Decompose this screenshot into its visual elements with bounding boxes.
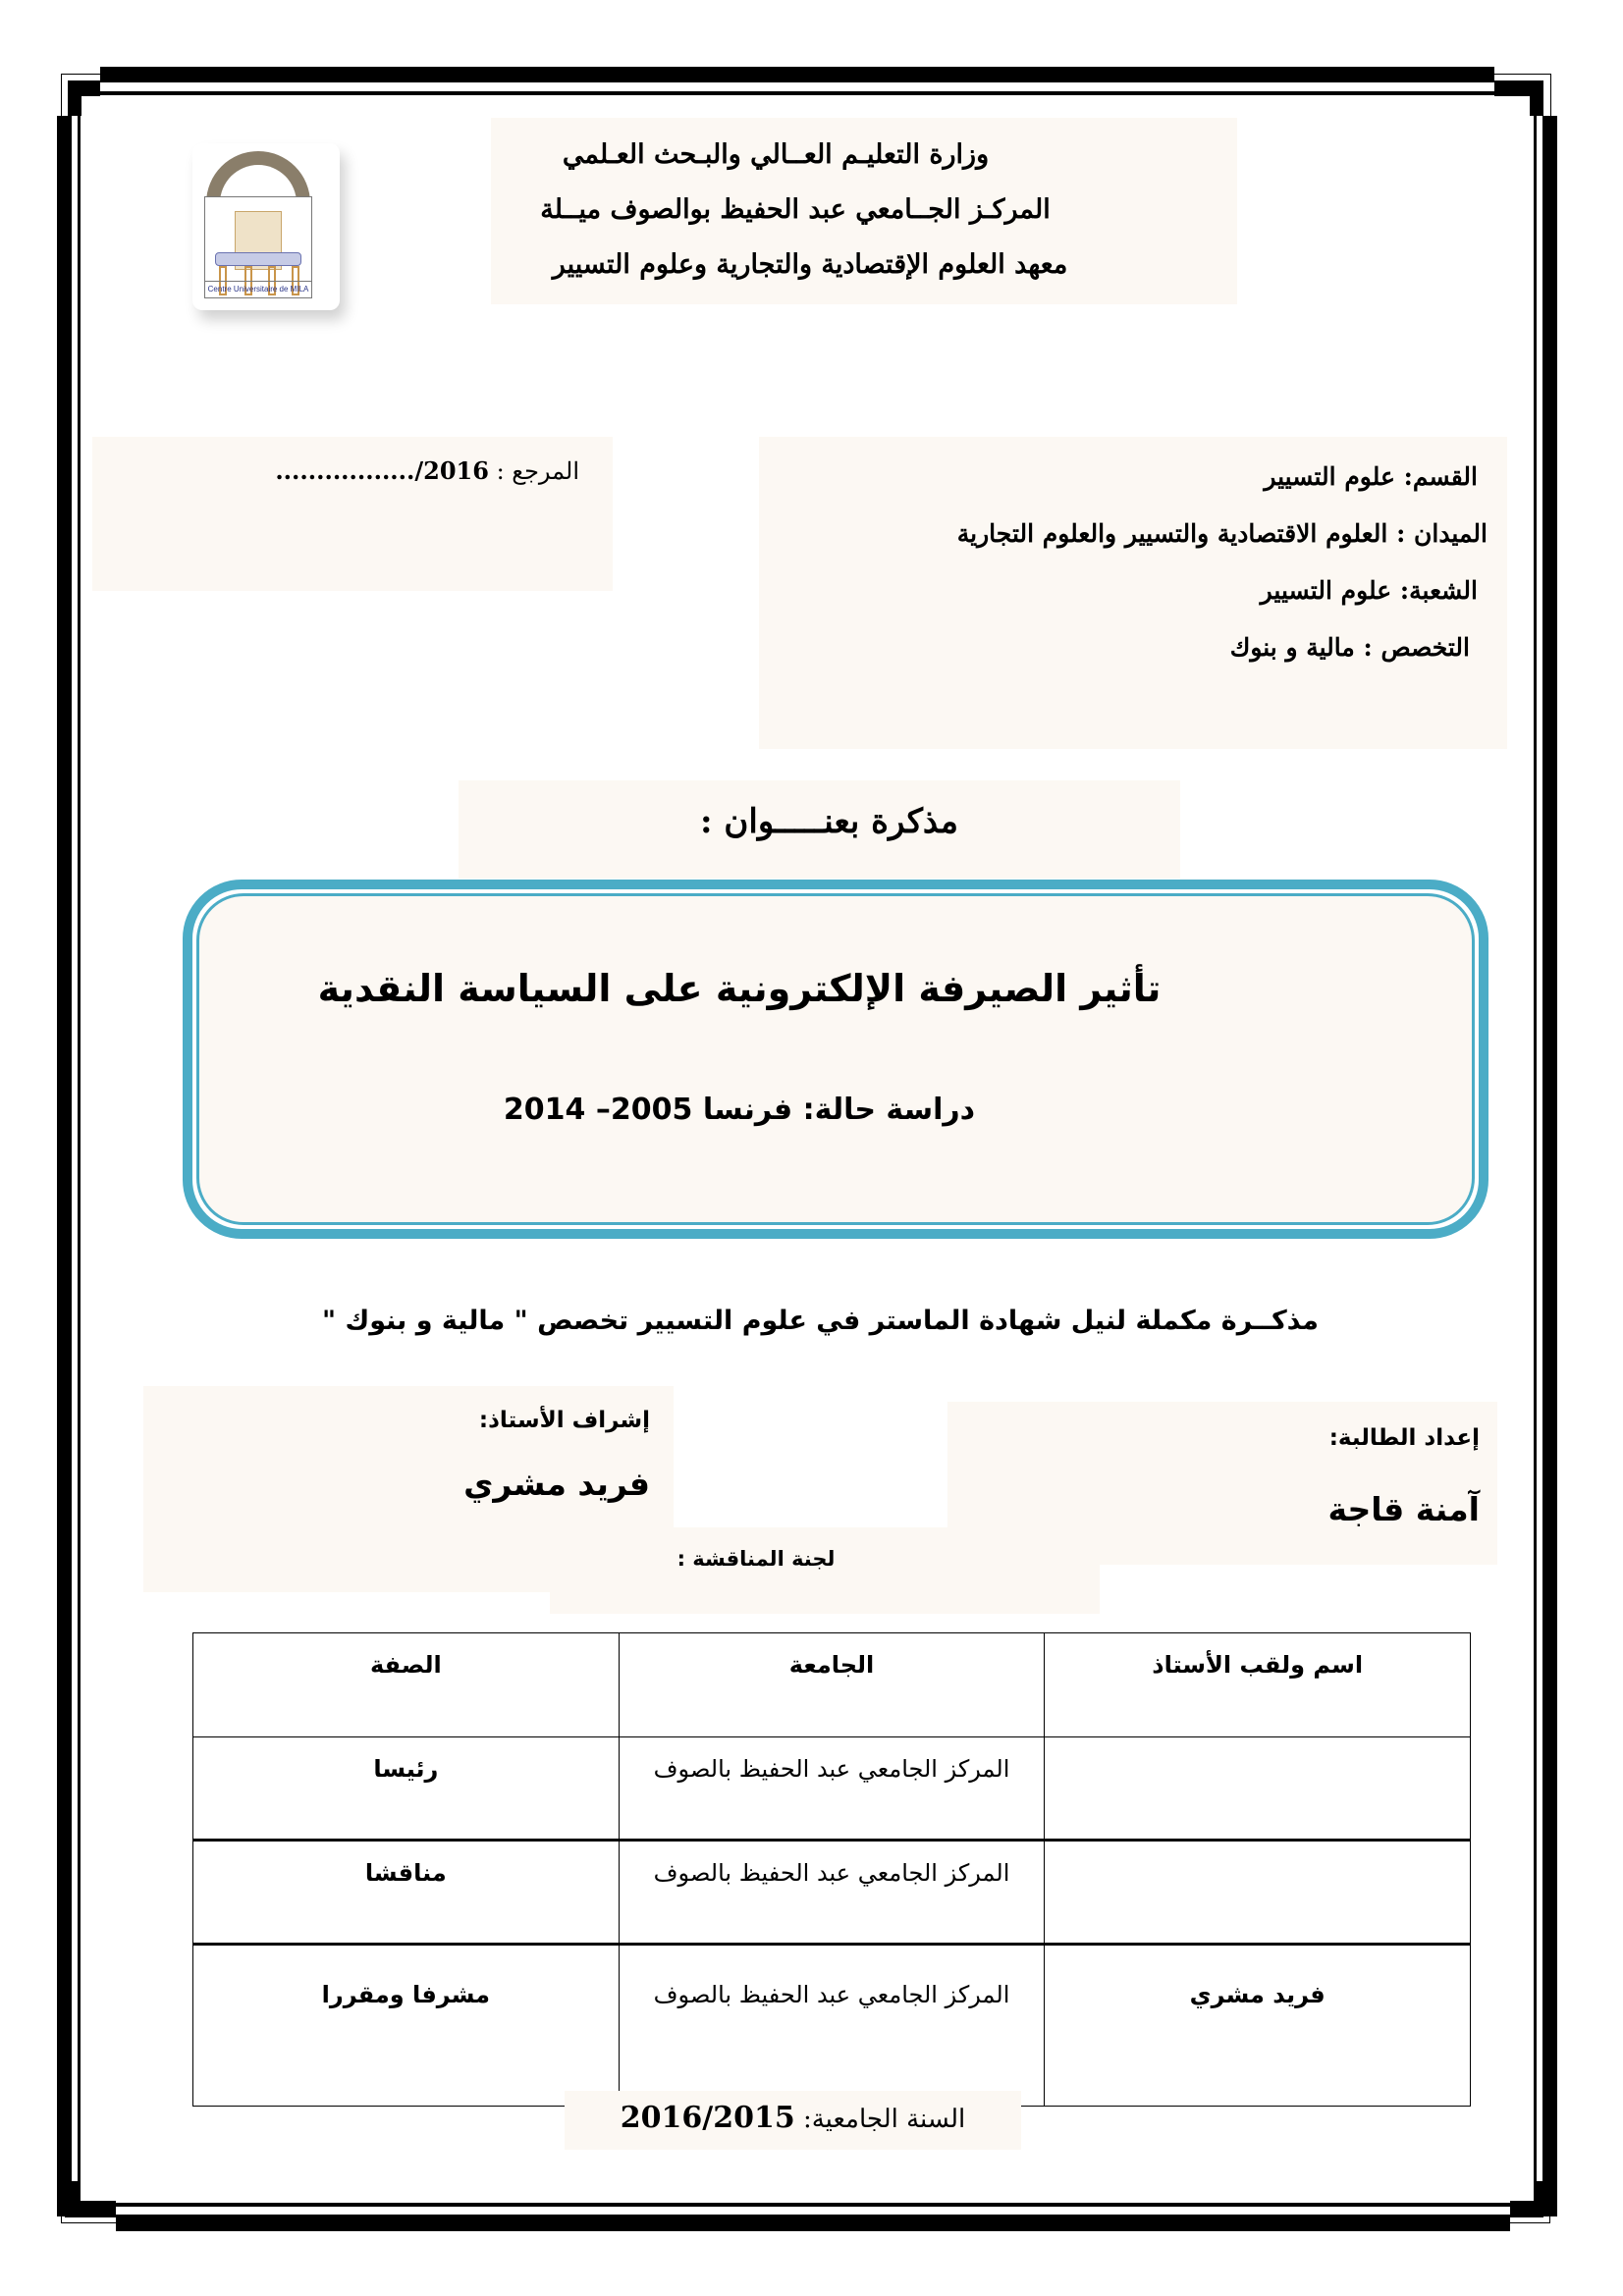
- member-university: المركز الجامعي عبد الحفيظ بالصوف: [619, 1945, 1045, 2107]
- reference-label: المرجع :: [496, 457, 579, 485]
- frame-corner-bottom-right-line: [1510, 2160, 1550, 2223]
- reference-line: [275, 456, 579, 485]
- department: القسم: علوم التسيير: [1264, 462, 1478, 491]
- page-frame-right-inner: [1534, 116, 1537, 2216]
- page-frame-bottom: [116, 2215, 1510, 2231]
- member-role: مشرفا ومقررا: [193, 1945, 620, 2107]
- reference-value: ................./2016: [275, 456, 489, 485]
- institute-name: معهد العلوم الإقتصادية والتجارية وعلوم التسيير: [552, 249, 1068, 280]
- thesis-purpose: مذكــرة مكملة لنيل شهادة الماستر في علوم التسيير تخصص " مالية و بنوك ": [322, 1306, 1319, 1336]
- committee-table: [192, 1632, 1471, 2107]
- member-role: مناقشا: [193, 1841, 620, 1945]
- member-name: [1045, 1737, 1471, 1841]
- column-header-name: اسم ولقب الأستاذ: [1045, 1633, 1471, 1737]
- university-logo: [192, 143, 340, 310]
- member-university: المركز الجامعي عبد الحفيظ بالصوف: [619, 1841, 1045, 1945]
- page-frame-top-inner: [100, 91, 1494, 95]
- case-study: دراسة حالة: فرنسا 2005– 2014: [503, 1093, 976, 1127]
- academic-year-block: [565, 2091, 1021, 2150]
- academic-year-value: 2016/2015: [620, 2101, 795, 2135]
- page-frame-left-inner: [78, 116, 81, 2216]
- header-block: [491, 118, 1237, 304]
- reference-block: [92, 437, 613, 591]
- committee-label-block: [550, 1527, 1100, 1614]
- member-name: فريد مشري: [1045, 1945, 1471, 2107]
- academic-year-label: السنة الجامعية:: [802, 2105, 966, 2134]
- specialty: التخصص : مالية و بنوك: [1229, 633, 1470, 662]
- logo-emblem: [204, 196, 312, 298]
- table-row: [193, 1841, 1471, 1945]
- page-frame-top: [100, 67, 1494, 82]
- committee-label: لجنة المناقشة :: [676, 1547, 836, 1571]
- page-frame-left: [57, 116, 72, 2216]
- table-row: [193, 1945, 1471, 2107]
- thesis-heading-block: [459, 780, 1180, 879]
- student-label: إعداد الطالبة:: [1328, 1425, 1480, 1451]
- frame-corner-top-right-line: [1494, 74, 1551, 116]
- column-header-university: الجامعة: [619, 1633, 1045, 1737]
- program-details: [759, 437, 1507, 749]
- branch: الشعبة: علوم التسيير: [1260, 576, 1478, 605]
- logo-book-icon: [215, 252, 301, 266]
- logo-caption: Centre Universitaire de MILA: [205, 281, 311, 297]
- column-header-role: الصفة: [193, 1633, 620, 1737]
- thesis-title-box: [196, 893, 1475, 1225]
- thesis-heading: مذكرة بعنـــــوان :: [700, 802, 958, 841]
- academic-year-line: [565, 2101, 1021, 2135]
- field: الميدان : العلوم الاقتصادية والتسيير والعلوم التجارية: [956, 519, 1488, 548]
- page-frame-right: [1542, 116, 1557, 2216]
- member-name: [1045, 1841, 1471, 1945]
- supervisor-label: إشراف الأستاذ:: [478, 1408, 650, 1433]
- frame-corner-bottom-left-line: [61, 2160, 117, 2223]
- supervisor-name: فريد مشري: [463, 1465, 650, 1503]
- university-name: المركـز الجــامعي عبد الحفيظ بوالصوف ميــلة: [540, 194, 1051, 225]
- ministry-name: وزارة التعليـم العــالي والبـحث العـلمي: [562, 139, 990, 170]
- table-header-row: [193, 1633, 1471, 1737]
- student-name: آمنة قاجة: [1327, 1490, 1480, 1528]
- thesis-title: تأثير الصيرفة الإلكترونية على السياسة النقدية: [317, 967, 1162, 1010]
- member-university: المركز الجامعي عبد الحفيظ بالصوف: [619, 1737, 1045, 1841]
- frame-corner-top-left-line: [61, 74, 101, 116]
- member-role: رئيسا: [193, 1737, 620, 1841]
- table-row: [193, 1737, 1471, 1841]
- page-frame-bottom-inner: [116, 2203, 1510, 2207]
